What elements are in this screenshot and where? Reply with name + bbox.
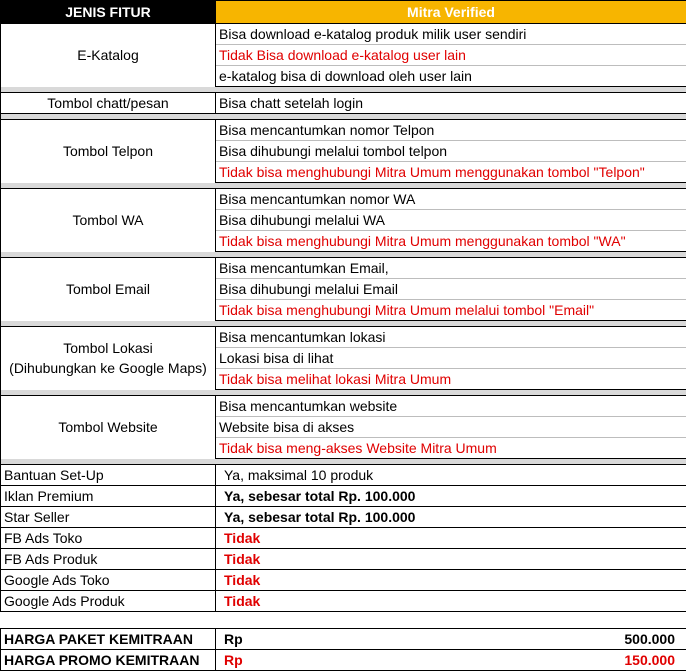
feature-description: Tidak Bisa download e-katalog user lain <box>216 45 686 66</box>
option-label: Google Ads Produk <box>1 591 216 612</box>
option-row <box>1 570 686 591</box>
feature-name-line: E-Katalog <box>77 47 139 64</box>
option-value: Ya, sebesar total Rp. 100.000 <box>216 486 686 507</box>
feature-row <box>1 120 686 141</box>
option-value: Tidak <box>216 591 686 612</box>
feature-name <box>1 24 216 87</box>
feature-description: Bisa dihubungi melalui tombol telpon <box>216 141 686 162</box>
spacer-row <box>1 612 686 629</box>
feature-name <box>1 396 216 459</box>
option-value: Ya, maksimal 10 produk <box>216 465 686 486</box>
feature-description: Website bisa di akses <box>216 417 686 438</box>
feature-description: Bisa chatt setelah login <box>216 93 686 114</box>
feature-name <box>1 189 216 252</box>
option-row <box>1 507 686 528</box>
feature-row <box>1 93 686 114</box>
feature-row <box>1 24 686 45</box>
feature-name <box>1 327 216 390</box>
header-mitra-verified: Mitra Verified <box>216 1 686 24</box>
feature-row <box>1 258 686 279</box>
header-jenis-fitur: JENIS FITUR <box>1 1 216 24</box>
feature-description: Tidak bisa menghubungi Mitra Umum menggunakan tombol "WA" <box>216 231 686 252</box>
option-label: FB Ads Produk <box>1 549 216 570</box>
option-row <box>1 591 686 612</box>
feature-description: Bisa mencantumkan lokasi <box>216 327 686 348</box>
package-price-row <box>1 629 686 650</box>
currency-label: Rp <box>224 631 243 647</box>
option-value: Ya, sebesar total Rp. 100.000 <box>216 507 686 528</box>
feature-description: Tidak bisa menghubungi Mitra Umum melalui tombol "Email" <box>216 300 686 321</box>
feature-name-line: Tombol WA <box>72 212 144 229</box>
feature-description: Bisa mencantumkan Email, <box>216 258 686 279</box>
feature-name-line: (Dihubungkan ke Google Maps) <box>9 360 207 377</box>
feature-description: Bisa mencantumkan nomor Telpon <box>216 120 686 141</box>
feature-description: Tidak bisa menghubungi Mitra Umum menggunakan tombol "Telpon" <box>216 162 686 183</box>
feature-name-line: Tombol Telpon <box>62 143 154 160</box>
price-amount: 150.000 <box>624 652 675 668</box>
feature-name <box>1 120 216 183</box>
price-label: HARGA PAKET KEMITRAAN <box>1 629 216 650</box>
option-row <box>1 486 686 507</box>
price-amount: 500.000 <box>624 631 675 647</box>
feature-name <box>1 258 216 321</box>
feature-description: Bisa mencantumkan nomor WA <box>216 189 686 210</box>
option-label: Star Seller <box>1 507 216 528</box>
feature-description: e-katalog bisa di download oleh user lain <box>216 66 686 87</box>
spacer <box>1 612 686 629</box>
price-value <box>216 650 686 671</box>
currency-label: Rp <box>224 652 243 668</box>
feature-description: Tidak bisa melihat lokasi Mitra Umum <box>216 369 686 390</box>
option-label: Google Ads Toko <box>1 570 216 591</box>
price-value <box>216 629 686 650</box>
feature-name-line: Tombol Email <box>65 281 151 298</box>
table-header <box>1 1 686 24</box>
feature-name-line: Tombol Website <box>58 419 158 436</box>
feature-name-line: Tombol chatt/pesan <box>47 95 169 111</box>
option-value: Tidak <box>216 570 686 591</box>
option-value: Tidak <box>216 528 686 549</box>
option-row <box>1 465 686 486</box>
option-row <box>1 549 686 570</box>
promo-price-row <box>1 650 686 671</box>
price-label: HARGA PROMO KEMITRAAN <box>1 650 216 671</box>
option-value: Tidak <box>216 549 686 570</box>
feature-row <box>1 327 686 348</box>
option-label: FB Ads Toko <box>1 528 216 549</box>
feature-row <box>1 396 686 417</box>
feature-name-line: Tombol Lokasi <box>63 340 153 357</box>
option-row <box>1 528 686 549</box>
feature-description: Bisa dihubungi melalui Email <box>216 279 686 300</box>
feature-name <box>1 93 216 114</box>
feature-description: Bisa download e-katalog produk milik user sendiri <box>216 24 686 45</box>
feature-row <box>1 189 686 210</box>
feature-description: Lokasi bisa di lihat <box>216 348 686 369</box>
option-label: Iklan Premium <box>1 486 216 507</box>
feature-description: Tidak bisa meng-akses Website Mitra Umum <box>216 438 686 459</box>
feature-description: Bisa mencantumkan website <box>216 396 686 417</box>
option-label: Bantuan Set-Up <box>1 465 216 486</box>
feature-description: Bisa dihubungi melalui WA <box>216 210 686 231</box>
